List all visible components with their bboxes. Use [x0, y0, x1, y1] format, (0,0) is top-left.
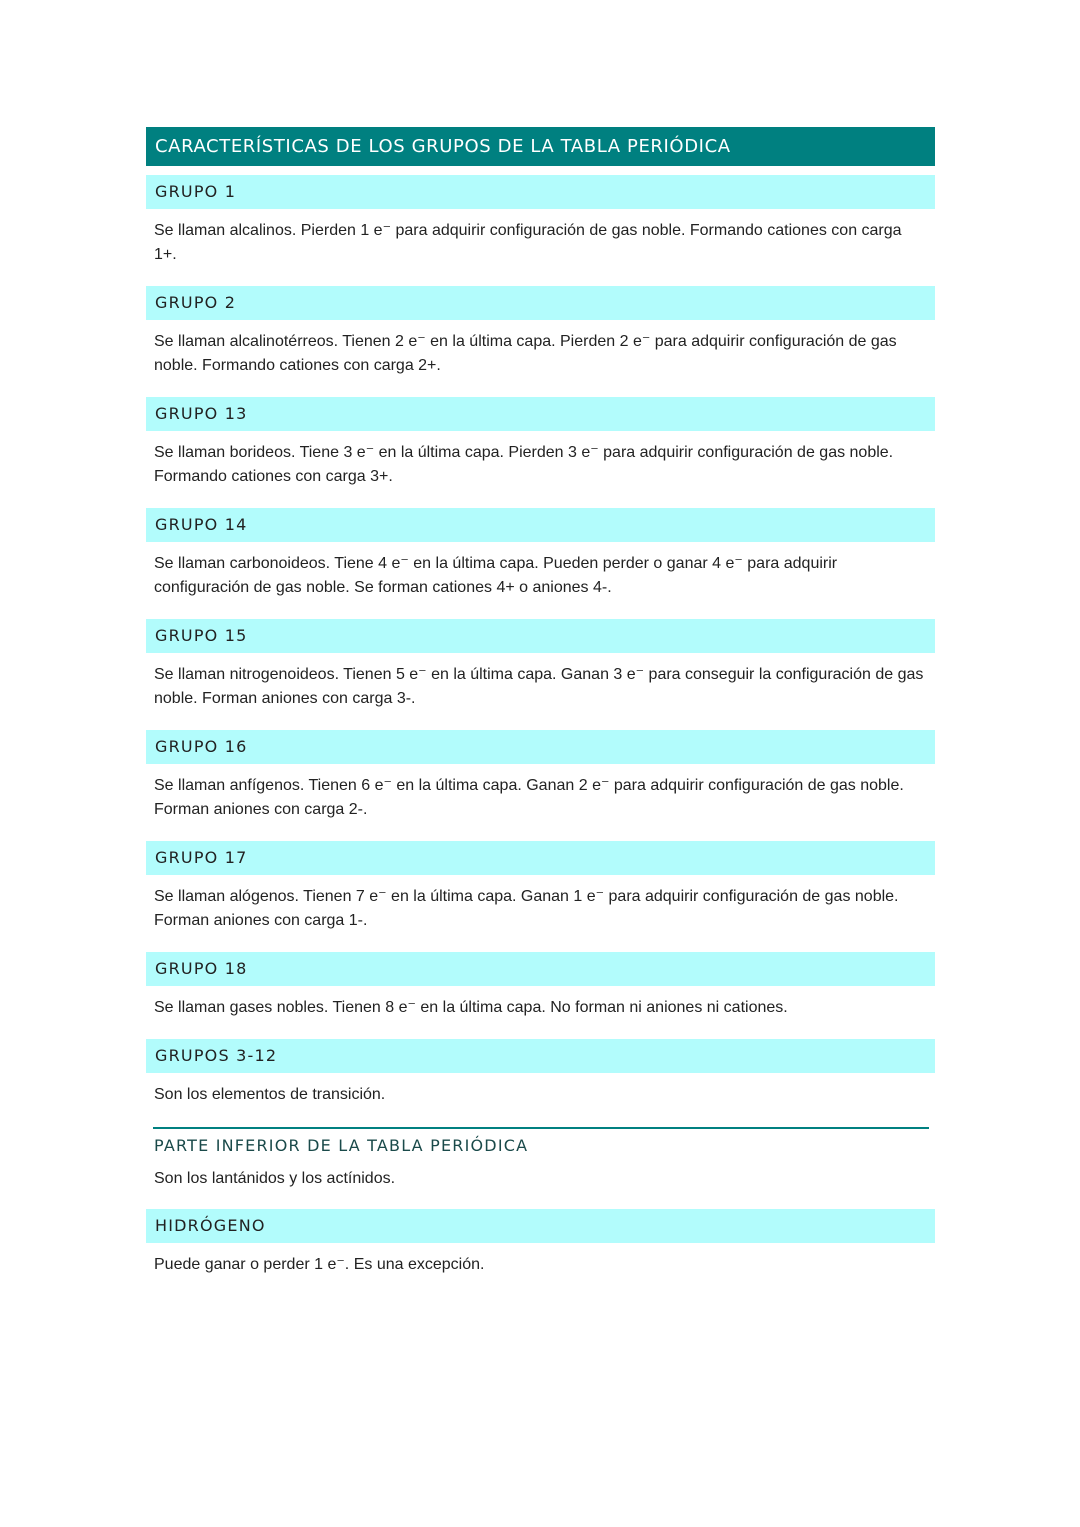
hydrogen-description: Puede ganar o perder 1 e⁻. Es una excepción.: [154, 1256, 485, 1273]
group-header: GRUPO 1: [146, 175, 935, 209]
page-title: CARACTERÍSTICAS DE LOS GRUPOS DE LA TABLA PERIÓDICA: [146, 127, 935, 166]
group-header: GRUPO 2: [146, 286, 935, 320]
group-description: Se llaman alógenos. Tienen 7 e⁻ en la última capa. Ganan 1 e⁻ para adquirir configuración de gas noble. Forman aniones con carga 1-.: [154, 888, 899, 929]
group-section-3-12: [146, 1039, 935, 1107]
group-section-15: [146, 619, 935, 722]
group-header: GRUPO 16: [146, 730, 935, 764]
hydrogen-section: [146, 1209, 935, 1277]
group-section-16: [146, 730, 935, 833]
group-section-18: [146, 952, 935, 1031]
group-header: GRUPO 18: [146, 952, 935, 986]
lower-part-header: PARTE INFERIOR DE LA TABLA PERIÓDICA: [154, 1136, 529, 1155]
group-description: Se llaman alcalinos. Pierden 1 e⁻ para adquirir configuración de gas noble. Formando cationes con carga 1+.: [154, 222, 902, 263]
group-header: GRUPOS 3-12: [146, 1039, 935, 1073]
group-description: Se llaman anfígenos. Tienen 6 e⁻ en la última capa. Ganan 2 e⁻ para adquirir configuración de gas noble. Forman aniones con carga 2-.: [154, 777, 904, 818]
group-section-14: [146, 508, 935, 611]
group-description: Se llaman alcalinotérreos. Tienen 2 e⁻ en la última capa. Pierden 2 e⁻ para adquirir configuración de gas noble. Formando cationes con carga 2+.: [154, 333, 897, 374]
group-header: GRUPO 13: [146, 397, 935, 431]
document: [146, 127, 935, 1277]
section-divider: [153, 1127, 929, 1129]
group-header: GRUPO 17: [146, 841, 935, 875]
group-header: GRUPO 15: [146, 619, 935, 653]
group-description: Son los elementos de transición.: [154, 1086, 386, 1103]
group-header: GRUPO 14: [146, 508, 935, 542]
lower-part-section: [146, 1127, 935, 1191]
group-section-2: [146, 286, 935, 389]
group-section-1: [146, 175, 935, 278]
group-description: Se llaman nitrogenoideos. Tienen 5 e⁻ en la última capa. Ganan 3 e⁻ para conseguir la configuración de gas noble. Forman aniones con carga 3-.: [154, 666, 924, 707]
group-section-13: [146, 397, 935, 500]
lower-part-description: Son los lantánidos y los actínidos.: [154, 1170, 396, 1187]
group-description: Se llaman gases nobles. Tienen 8 e⁻ en la última capa. No forman ni aniones ni cationes.: [154, 999, 788, 1016]
group-description: Se llaman carbonoideos. Tiene 4 e⁻ en la última capa. Pueden perder o ganar 4 e⁻ para adquirir configuración de gas noble. Se forman cationes 4+ o aniones 4-.: [154, 555, 838, 596]
group-section-17: [146, 841, 935, 944]
group-description: Se llaman borideos. Tiene 3 e⁻ en la última capa. Pierden 3 e⁻ para adquirir configuración de gas noble. Formando cationes con carga 3+.: [154, 444, 894, 485]
hydrogen-header: HIDRÓGENO: [146, 1209, 935, 1243]
